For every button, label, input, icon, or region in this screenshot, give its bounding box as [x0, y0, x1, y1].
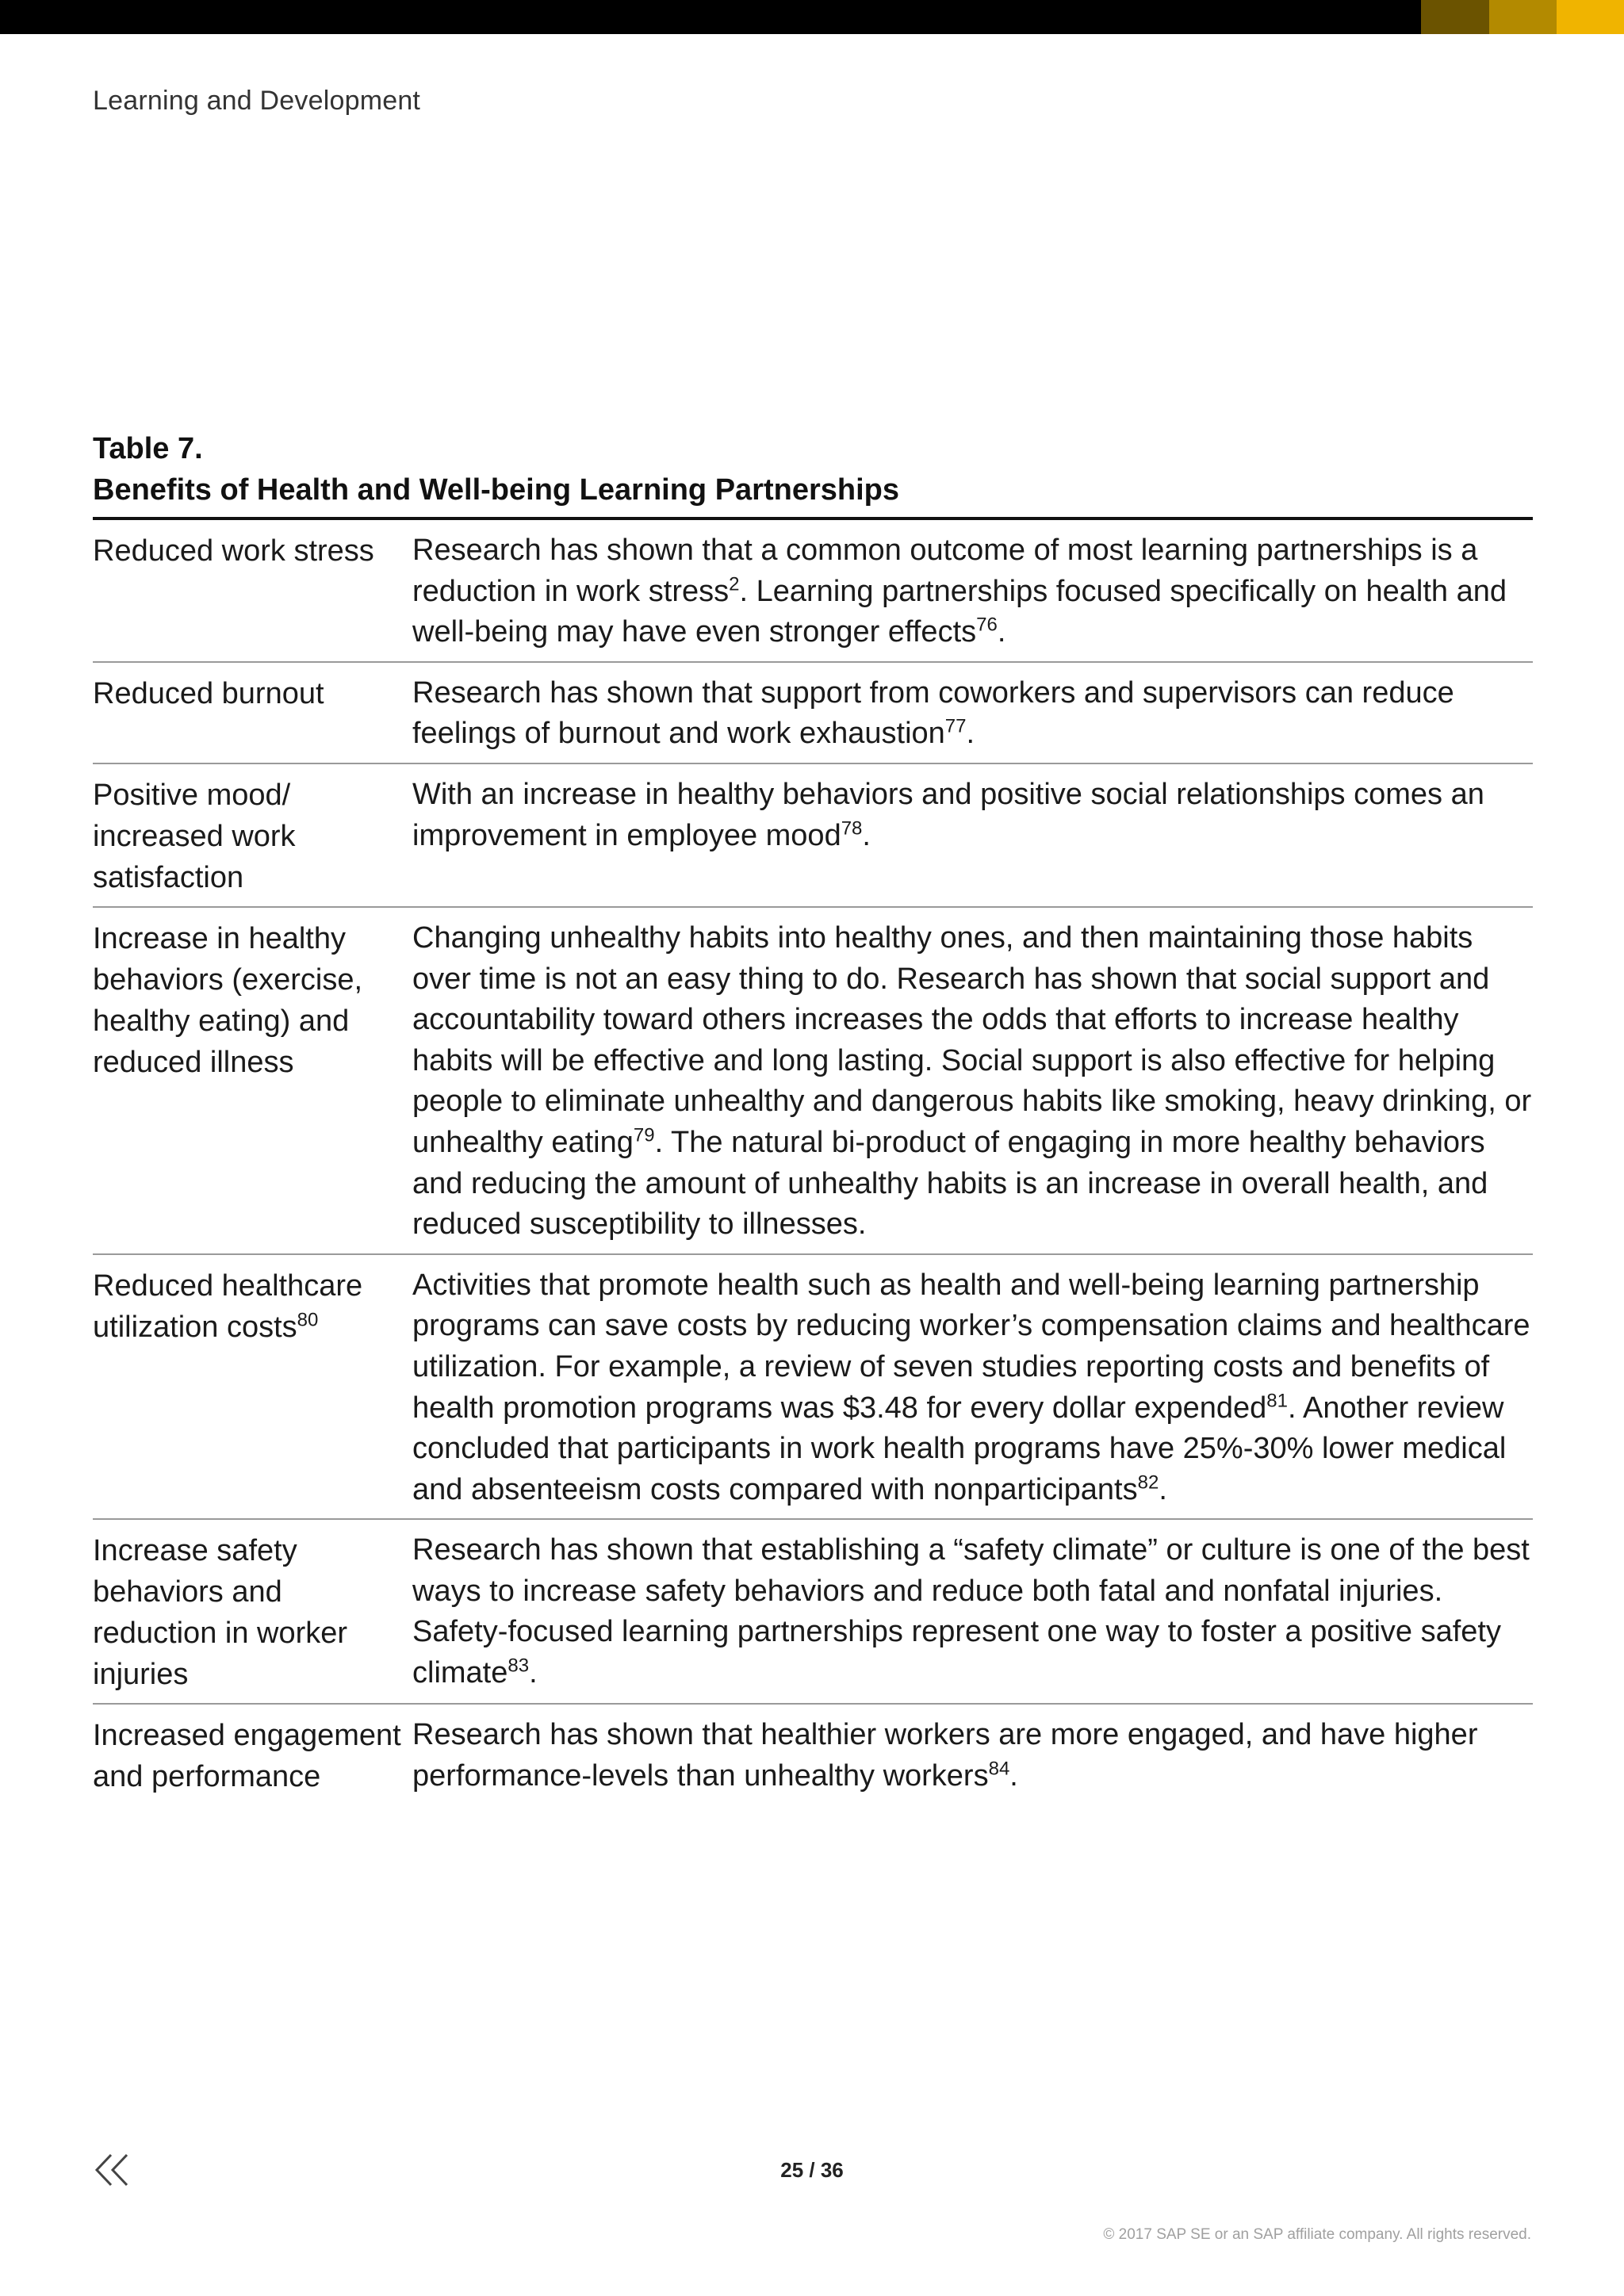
table-row — [93, 1520, 1533, 1705]
table-heading — [93, 428, 1533, 511]
section-title: Learning and Development — [93, 86, 421, 116]
table-number: Table 7. — [93, 432, 203, 465]
benefit-label — [93, 1530, 412, 1695]
benefit-label — [93, 1715, 412, 1797]
description-text: . The natural bi-product of engaging in more healthy behaviors and reducing the amount of unhealthy habits is an increase in overall health, and reduced susceptibility to illnesses. — [412, 1125, 1488, 1242]
description-text: Activities that promote health such as health and well-being learning partnership programs can save costs by reducing worker’s compensation claims and healthcare utilization. For example, a review of seven studies reporting costs and benefits of health promotion programs was $3.48 for every dollar expended — [412, 1268, 1530, 1425]
benefit-label — [93, 673, 412, 755]
benefit-label — [93, 918, 412, 1246]
footnote-marker: 81 — [1266, 1389, 1288, 1411]
benefit-label-text: Increase in healthy behaviors (exercise, healthy eating) and reduced illness — [93, 921, 363, 1079]
benefit-description — [412, 775, 1533, 898]
table-title: Benefits of Health and Well-being Learning Partnerships — [93, 473, 900, 507]
footnote-marker: 80 — [297, 1309, 319, 1331]
benefit-description — [412, 1265, 1533, 1511]
accent-block-dark — [1421, 0, 1489, 34]
top-bar — [0, 0, 1624, 34]
description-text: Research has shown that establishing a “safety climate” or culture is one of the best ways to increase safety behaviors and reduce both fatal and nonfatal injuries. Safety-focused learning partnerships represent one way to foster a positive safety climate — [412, 1533, 1530, 1690]
accent-block-light — [1557, 0, 1624, 34]
table-row — [93, 908, 1533, 1255]
description-text: . — [529, 1656, 538, 1690]
benefit-label-text: Increased engagement and performance — [93, 1719, 401, 1794]
description-text: . — [862, 818, 871, 852]
page-number: 25 / 36 — [780, 2158, 844, 2182]
benefits-table — [93, 520, 1533, 1805]
footnote-marker: 83 — [508, 1655, 530, 1677]
table-row — [93, 1705, 1533, 1805]
description-text: Changing unhealthy habits into healthy ones, and then maintaining those habits over time is not an easy thing to do. Research has shown that social support and accountability toward others increases the odds that efforts to increase healthy habits will be effective and long lasting. Social support is also effective for helping people to eliminate unhealthy and dangerous habits like smoking, heavy drinking, or unhealthy eating — [412, 920, 1532, 1159]
description-text: . — [966, 717, 975, 751]
table-row — [93, 1255, 1533, 1521]
benefit-description — [412, 918, 1533, 1246]
footnote-marker: 79 — [633, 1124, 655, 1146]
benefit-description — [412, 673, 1533, 755]
footnote-marker: 2 — [729, 572, 740, 595]
footnote-marker: 84 — [988, 1758, 1010, 1780]
benefit-label — [93, 530, 412, 653]
benefit-label — [93, 775, 412, 898]
description-text: With an increase in healthy behaviors and positive social relationships comes an improvement in employee mood — [412, 777, 1484, 852]
benefit-label-text: Increase safety behaviors and reduction in worker injuries — [93, 1534, 348, 1692]
footnote-marker: 82 — [1137, 1471, 1159, 1494]
benefit-label-text: Positive mood/ increased work satisfaction — [93, 778, 296, 894]
table-row — [93, 520, 1533, 663]
description-text: Research has shown that healthier workers are more engaged, and have higher performance-levels than unhealthy workers — [412, 1718, 1478, 1793]
copyright-notice: © 2017 SAP SE or an SAP affiliate company. All rights reserved. — [1103, 2226, 1531, 2243]
benefit-label — [93, 1265, 412, 1511]
description-text: . Another review concluded that participants in work health programs have 25%-30% lower medical and absenteeism costs compared with nonparticipants — [412, 1391, 1507, 1506]
benefit-description — [412, 530, 1533, 653]
accent-block-medium — [1489, 0, 1557, 34]
benefit-label-text: Reduced work stress — [93, 534, 374, 568]
description-text: Research has shown that a common outcome of most learning partnerships is a reduction in work stress — [412, 534, 1478, 608]
benefit-label-text: Reduced healthcare utilization costs — [93, 1269, 363, 1344]
table-row — [93, 764, 1533, 908]
benefit-description — [412, 1530, 1533, 1695]
description-text: . — [1159, 1472, 1167, 1506]
benefit-label-text: Reduced burnout — [93, 676, 324, 710]
description-text: . Learning partnerships focused specifically on health and well-being may have even stronger effects — [412, 574, 1507, 649]
double-chevron-left-icon[interactable] — [92, 2150, 132, 2190]
footnote-marker: 76 — [976, 614, 998, 636]
description-text: . — [997, 615, 1006, 649]
footnote-marker: 78 — [841, 817, 863, 839]
description-text: Research has shown that support from coworkers and supervisors can reduce feelings of burnout and work exhaustion — [412, 675, 1454, 751]
benefit-description — [412, 1715, 1533, 1797]
description-text: . — [1009, 1758, 1018, 1793]
footnote-marker: 77 — [944, 715, 967, 737]
table-row — [93, 663, 1533, 764]
